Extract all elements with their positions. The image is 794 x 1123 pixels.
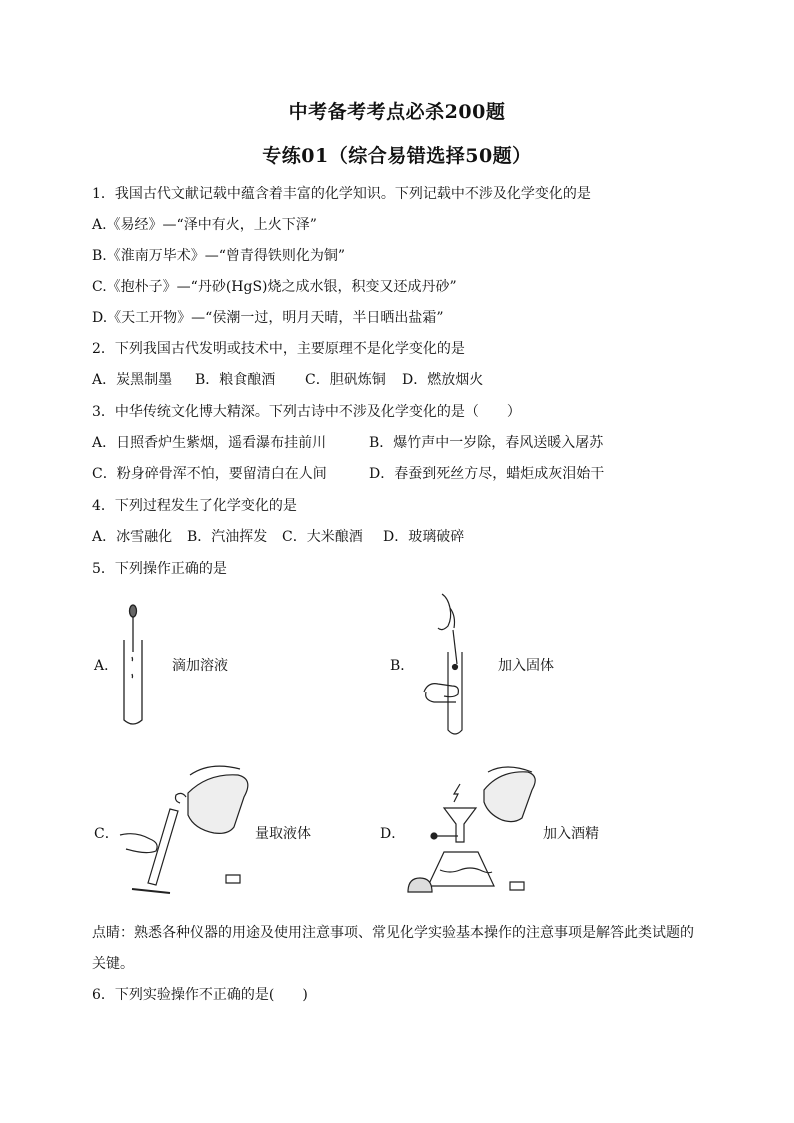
reagent-bottle-icon bbox=[188, 775, 248, 834]
solid-granule bbox=[453, 665, 458, 670]
question-2-option-b: B．粮食酿酒 bbox=[195, 372, 276, 388]
question-6-stem: 6．下列实验操作不正确的是( ) bbox=[92, 987, 308, 1003]
stopper-icon bbox=[226, 875, 240, 883]
q5-figure-d-alcohol-lamp bbox=[400, 766, 550, 902]
question-1-option-b: B.《淮南万毕术》—“曾青得铁则化为铜” bbox=[92, 248, 346, 264]
q5-option-c-letter: C． bbox=[94, 826, 119, 842]
dropper-bulb-icon bbox=[130, 605, 137, 617]
pouring-hand-icon bbox=[190, 766, 240, 775]
lamp-liquid bbox=[440, 868, 492, 873]
question-1-option-d: D.《天工开物》—“侯潮一过，明月天晴，半日晒出盐霜” bbox=[92, 310, 444, 326]
test-tube-icon bbox=[124, 640, 142, 724]
question-3-option-b: B．爆竹声中一岁除，春风送暖入屠苏 bbox=[369, 435, 604, 451]
question-1-stem: 1．我国古代文献记载中蕴含着丰富的化学知识。下列记载中不涉及化学变化的是 bbox=[92, 186, 591, 202]
question-3-stem: 3．中华传统文化博大精深。下列古诗中不涉及化学变化的是（ ） bbox=[92, 404, 521, 420]
tweezers-icon bbox=[453, 630, 457, 664]
q5-figure-c-cylinder bbox=[118, 763, 258, 898]
cylinder-base bbox=[132, 889, 170, 893]
wick-cap bbox=[431, 833, 437, 839]
holding-hand-icon bbox=[120, 834, 157, 853]
q5-option-d-caption: 加入酒精 bbox=[543, 826, 599, 842]
q5-option-a-caption: 滴加溶液 bbox=[172, 658, 228, 674]
question-1-option-a: A.《易经》—“泽中有火，上火下泽” bbox=[92, 217, 317, 233]
drop-2 bbox=[132, 674, 133, 678]
q5-option-a-letter: A． bbox=[94, 658, 119, 674]
question-5-stem: 5．下列操作正确的是 bbox=[92, 561, 227, 577]
q5-figure-a-dropper bbox=[118, 602, 148, 727]
page-title: 中考备考考点必杀200题 bbox=[288, 101, 506, 123]
drop-1 bbox=[132, 657, 133, 661]
question-3-option-c: C．粉身碎骨浑不怕，要留清白在人间 bbox=[92, 466, 327, 482]
graduated-cylinder-icon bbox=[148, 809, 178, 885]
question-2-stem: 2．下列我国古代发明或技术中，主要原理不是化学变化的是 bbox=[92, 341, 465, 357]
hand-bottom-icon bbox=[424, 684, 458, 697]
q5-option-d-letter: D． bbox=[380, 826, 406, 842]
question-4-option-b: B．汽油挥发 bbox=[187, 529, 268, 545]
lamp-cap-icon bbox=[408, 878, 432, 892]
question-2-option-a: A．炭黑制墨 bbox=[92, 372, 173, 388]
alcohol-bottle-icon bbox=[484, 772, 535, 822]
funnel-icon bbox=[444, 808, 476, 842]
liquid-stream bbox=[454, 784, 460, 802]
q5-option-b-caption: 加入固体 bbox=[498, 658, 554, 674]
question-3-option-a: A．日照香炉生紫烟，遥看瀑布挂前川 bbox=[92, 435, 327, 451]
hand-top-icon bbox=[438, 594, 451, 630]
question-4-option-c: C．大米酿酒 bbox=[282, 529, 363, 545]
note-line-2: 关键。 bbox=[92, 956, 134, 972]
question-4-option-a: A．冰雪融化 bbox=[92, 529, 173, 545]
q5-option-c-caption: 量取液体 bbox=[255, 826, 311, 842]
bottle-neck bbox=[176, 793, 187, 803]
q5-figure-b-solid bbox=[418, 592, 478, 740]
question-1-option-c: C.《抱朴子》—“丹砂(HgS)烧之成水银，积变又还成丹砂” bbox=[92, 279, 457, 295]
question-2-option-d: D．燃放烟火 bbox=[402, 372, 484, 388]
bottle-stopper-icon bbox=[510, 882, 524, 890]
question-3-option-d: D．春蚕到死丝方尽，蜡炬成灰泪始干 bbox=[369, 466, 605, 482]
q5-option-b-letter: B． bbox=[390, 658, 415, 674]
question-4-stem: 4．下列过程发生了化学变化的是 bbox=[92, 498, 297, 514]
pouring-hand-icon bbox=[488, 767, 532, 772]
question-2-option-c: C．胆矾炼铜 bbox=[305, 372, 386, 388]
note-line-1: 点睛：熟悉各种仪器的用途及使用注意事项、常见化学实验基本操作的注意事项是解答此类试题的 bbox=[92, 925, 694, 941]
question-4-option-d: D．玻璃破碎 bbox=[383, 529, 465, 545]
page-subtitle: 专练01（综合易错选择50题） bbox=[262, 145, 532, 167]
